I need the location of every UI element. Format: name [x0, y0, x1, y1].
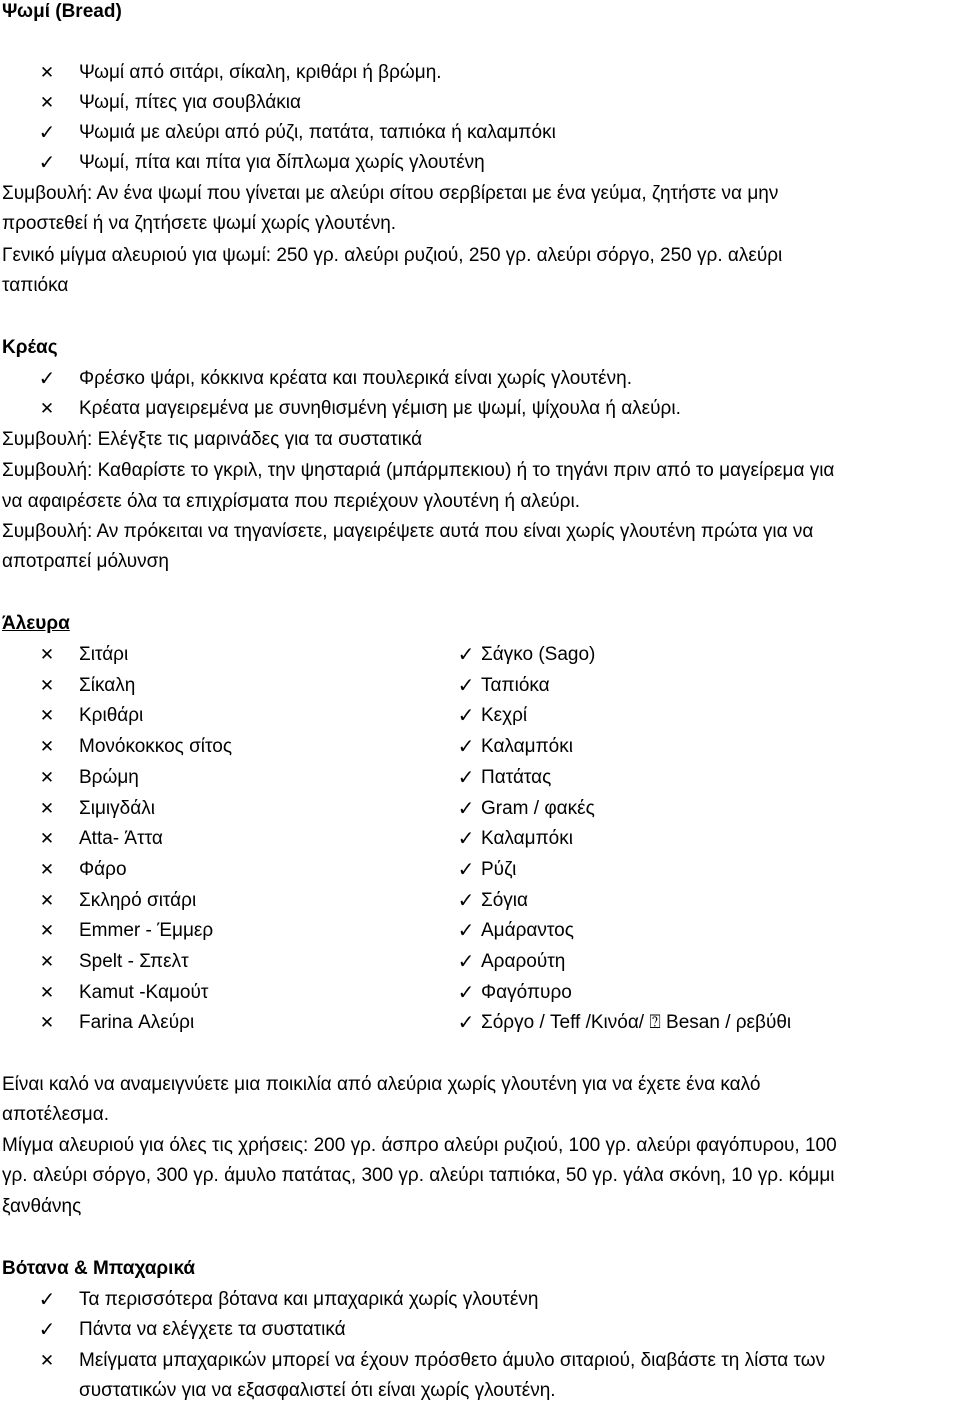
mix-text: γρ. αλεύρι σόργο, 300 γρ. άμυλο πατάτας, 300 γρ. αλεύρι ταπιόκα, 50 γρ. γάλα σκόνη, 10 γρ. κόμμι — [2, 1165, 835, 1186]
cross-icon: ✕ — [39, 737, 55, 756]
check-icon: ✓ — [457, 951, 475, 973]
tip-text: να αφαιρέσετε όλα τα επιχρίσματα που περιέχουν γλουτένη ή αλεύρι. — [2, 491, 580, 512]
document-page: Ψωμί (Bread) ✕ Ψωμί από σιτάρι, σίκαλη, κριθάρι ή βρώμη. ✕ Ψωμί, πίτες για σουβλάκια ✓ Ψωμιά με αλεύρι από ρύζι, πατάτα, ταπιόκα ή καλαμπόκι ✓ Ψωμί, πίτα και πίτα για δίπλωμα χωρίς γλουτένη Συμβουλή: Αν ένα ψωμί που γίνεται με αλεύρι σίτου σερβίρεται με ένα γεύμα, ζητήστε να μην προστεθεί ή να ζητήσετε ψωμί χωρίς γλουτένη. Γενικό μίγμα αλευριού για ψωμί: 250 γρ. αλεύρι ρυζιού, 250 γρ. αλεύρι σόργο, 250 γρ. αλεύρι ταπιόκα Κρέας ✓ Φρέσκο ψάρι, κόκκινα κρέατα και πουλερικά είναι χωρίς γλουτένη. ✕ Κρέατα μαγειρεμένα με συνηθισμένη γέμιση με ψωμί, ψίχουλα ή αλεύρι. Συμβουλή: Ελέγξτε τις μαρινάδες για τα συστατικά Συμβουλή: Καθαρίστε το γκριλ, την ψησταριά (μπάρμπεκιου) ή το τηγάνι πριν από το μαγείρεμα για να αφαιρέσετε όλα τα επιχρίσματα που περιέχουν γλουτένη ή αλεύρι. Συμβουλή: Αν πρόκειται να τηγανίσετε, μαγειρέψετε αυτά που είναι χωρίς γλουτένη πρώτα για να αποτραπεί μόλυνση Άλευρα ✕ Σιτάρι ✓ Σάγκο (Sago) ✕ Σίκαλη ✓ Ταπιόκα ✕ Κριθάρι ✓ Κεχρί ✕ Μονόκοκκος σίτος ✓ Καλαμπόκι ✕ Βρώμη ✓ Πατάτας ✕ Σιμιγδάλι ✓ Gram / φακές ✕ Atta- Άττα ✓ Καλαμπόκι ✕ Φάρο ✓ Ρύζι ✕ Σκληρό σιτάρι ✓ Σόγια ✕ Emmer - Έμμερ ✓ Αμάραντος ✕ Spelt - Σπελτ ✓ Αραρούτη ✕ Kamut -Καμούτ ✓ Φαγόπυρο ✕ Farina Αλεύρι ✓ Σόργο / Teff /Κινόα/ ⍰ Besan / ρεβύθι Είναι καλό να αναμειγνύετε μια ποικιλία από αλεύρια χωρίς γλουτένη για να έχετε ένα καλό αποτέλεσμα. Μίγμα αλευριού για όλες τις χρήσεις: 200 γρ. άσπρο αλεύρι ρυζιού, 100 γρ. αλεύρι φαγόπυρου, 100 γρ. αλεύρι σόργο, 300 γρ. άμυλο πατάτας, 300 γρ. αλεύρι ταπιόκα, 50 γρ. γάλα σκόνη, 10 γρ. κόμμι ξανθάνης Βότανα & Μπαχαρικά ✓ Τα περισσότερα βότανα και μπαχαρικά χωρίς γλουτένη ✓ Πάντα να ελέγχετε τα συστατικά ✕ Μείγματα μπαχαρικών μπορεί να έχουν πρόσθετο άμυλο σιταριού, διαβάστε τη λίστα των συστατικών για να εξασφαλιστεί ότι είναι χωρίς γλουτένη. — [0, 0, 960, 1407]
section-title-flours: Άλευρα — [2, 613, 70, 634]
check-icon: ✓ — [457, 1012, 475, 1034]
check-icon: ✓ — [38, 152, 56, 174]
tip-text: Συμβουλή: Αν πρόκειται να τηγανίσετε, μαγειρέψετε αυτά που είναι χωρίς γλουτένη πρώτα για να — [2, 521, 814, 542]
cross-icon: ✕ — [39, 93, 55, 112]
tip-text: Συμβουλή: Αν ένα ψωμί που γίνεται με αλεύρι σίτου σερβίρεται με ένα γεύμα, ζητήστε να μην — [2, 183, 779, 204]
tip-text: Συμβουλή: Καθαρίστε το γκριλ, την ψησταριά (μπάρμπεκιου) ή το τηγάνι πριν από το μαγείρεμα για — [2, 460, 835, 481]
cross-icon: ✕ — [39, 1351, 55, 1370]
cross-icon: ✕ — [39, 921, 55, 940]
mix-text: Μίγμα αλευριού για όλες τις χρήσεις: 200 γρ. άσπρο αλεύρι ρυζιού, 100 γρ. αλεύρι φαγόπυρου, 100 — [2, 1135, 837, 1156]
cross-icon: ✕ — [39, 952, 55, 971]
cross-icon: ✕ — [39, 645, 55, 664]
check-icon: ✓ — [457, 675, 475, 697]
cross-icon: ✕ — [39, 829, 55, 848]
check-icon: ✓ — [457, 798, 475, 820]
list-item-continued: συστατικών για να εξασφαλιστεί ότι είναι χωρίς γλουτένη. — [79, 1380, 556, 1401]
check-icon: ✓ — [38, 1289, 56, 1311]
mix-text: ταπιόκα — [2, 275, 69, 296]
note-text: Είναι καλό να αναμειγνύετε μια ποικιλία από αλεύρια χωρίς γλουτένη για να έχετε ένα καλό — [2, 1074, 761, 1095]
tip-text: προστεθεί ή να ζητήσετε ψωμί χωρίς γλουτένη. — [2, 213, 397, 234]
cross-icon: ✕ — [39, 891, 55, 910]
check-icon: ✓ — [457, 705, 475, 727]
cross-icon: ✕ — [39, 799, 55, 818]
cross-icon: ✕ — [39, 399, 55, 418]
cross-icon: ✕ — [39, 676, 55, 695]
note-text: αποτέλεσμα. — [2, 1104, 110, 1125]
cross-icon: ✕ — [39, 706, 55, 725]
check-icon: ✓ — [38, 1319, 56, 1341]
tip-text: Συμβουλή: Ελέγξτε τις μαρινάδες για τα συστατικά — [2, 429, 423, 450]
check-icon: ✓ — [38, 368, 56, 390]
cross-icon: ✕ — [39, 1013, 55, 1032]
check-icon: ✓ — [457, 644, 475, 666]
tip-text: αποτραπεί μόλυνση — [2, 551, 169, 572]
check-icon: ✓ — [457, 982, 475, 1004]
check-icon: ✓ — [457, 859, 475, 881]
section-title-herbs: Βότανα & Μπαχαρικά — [2, 1258, 196, 1279]
cross-icon: ✕ — [39, 860, 55, 879]
section-title-meat: Κρέας — [2, 337, 58, 358]
check-icon: ✓ — [457, 890, 475, 912]
mix-text: Γενικό μίγμα αλευριού για ψωμί: 250 γρ. αλεύρι ρυζιού, 250 γρ. αλεύρι σόργο, 250 γρ. αλεύρι — [2, 245, 783, 266]
check-icon: ✓ — [457, 736, 475, 758]
check-icon: ✓ — [38, 122, 56, 144]
check-icon: ✓ — [457, 828, 475, 850]
section-title-bread: Ψωμί (Bread) — [2, 1, 122, 22]
check-icon: ✓ — [457, 920, 475, 942]
cross-icon: ✕ — [39, 768, 55, 787]
cross-icon: ✕ — [39, 63, 55, 82]
check-icon: ✓ — [457, 767, 475, 789]
cross-icon: ✕ — [39, 983, 55, 1002]
mix-text: ξανθάνης — [2, 1196, 82, 1217]
